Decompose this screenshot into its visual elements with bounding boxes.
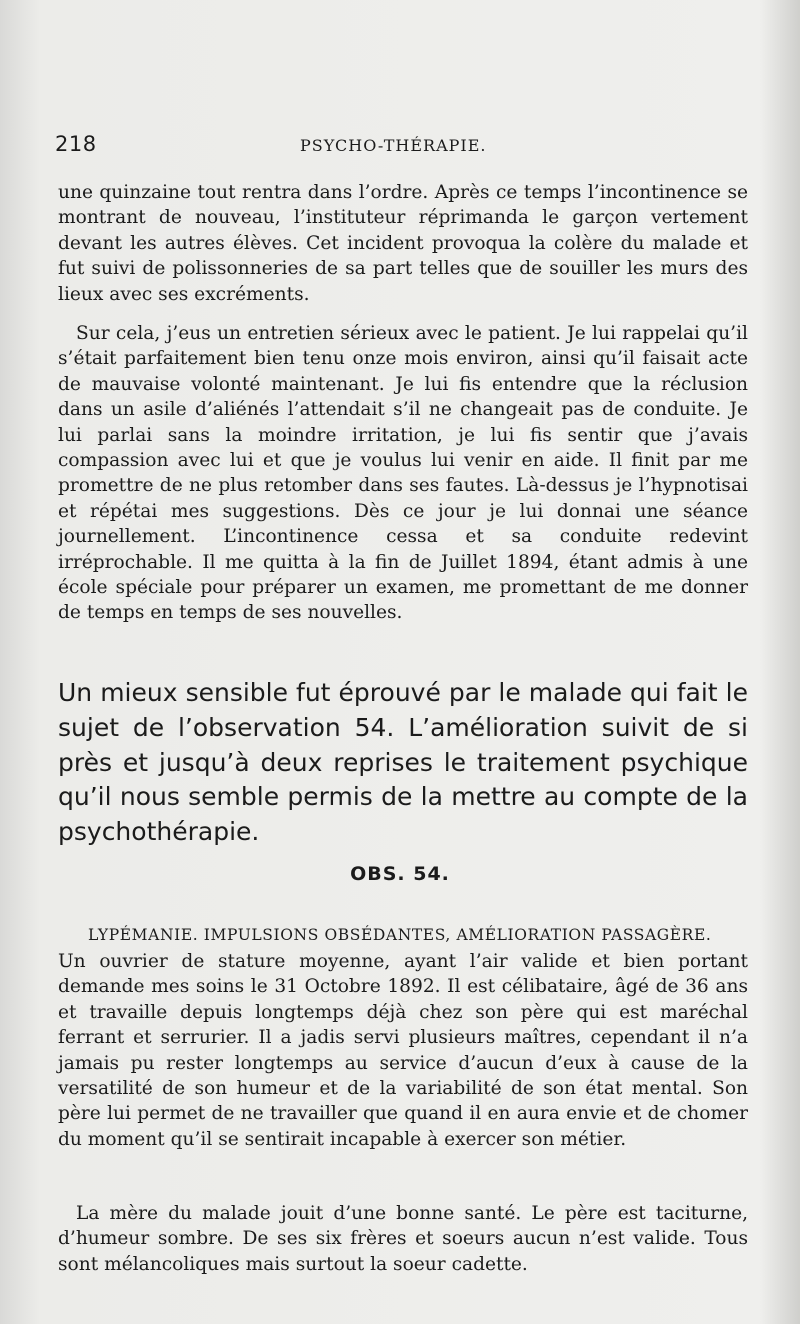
observation-paragraph: La mère du malade jouit d’une bonne santé. Le père est taciturne, d’humeur sombre. De ses six frères et soeurs aucun n’est valide. Tous sont mélancoliques mais surtout la soeur cadette. [58,1203,748,1275]
page-number: 218 [55,132,97,156]
observation-heading: OBS. 54. [350,863,450,885]
observation-title: LYPÉMANIE. IMPULSIONS OBSÉDANTES, AMÉLIORATION PASSAGÈRE. [88,926,712,944]
running-head: PSYCHO-THÉRAPIE. [300,136,487,155]
page-header [55,132,745,160]
body-paragraph: une quinzaine tout rentra dans l’ordre. Après ce temps l’incontinence se montrant de nouveau, l’instituteur réprimanda le garçon vertement devant les autres élèves. Cet incident provoqua la colère du malade et fut suivi de polissonneries de sa part telles que de souiller les murs des lieux avec ses excréments. [58,182,748,305]
observation-paragraph: Un ouvrier de stature moyenne, ayant l’air valide et bien portant demande mes soins le 31 Octobre 1892. Il est célibataire, âgé de 36 ans et travaille depuis longtemps déjà chez son père qui est maréchal ferrant et serrurier. Il a jadis servi plusieurs maîtres, cependant il n’a jamais pu rester longtemps au service d’aucun d’eux à cause de la versatilité de son humeur et de la variabilité de son état mental. Son père lui permet de ne travailler que quand il en aura envie et de chomer du moment qu’il se sentirait incapable à exercer son métier. [58,951,748,1150]
commentary-paragraph: Un mieux sensible fut éprouvé par le malade qui fait le sujet de l’observation 54. L’amélioration suivit de si près et jusqu’à deux reprises le traitement psychique qu’il nous semble permis de la mettre au compte de la psychothérapie. [58,678,748,847]
body-paragraph: Sur cela, j’eus un entretien sérieux avec le patient. Je lui rappelai qu’il s’était parfaitement bien tenu onze mois environ, ainsi qu’il faisait acte de mauvaise volonté maintenant. Je lui fis entendre que la réclusion dans un asile d’aliénés l’attendait s’il ne changeait pas de conduite. Je lui parlai sans la moindre irritation, je lui fis sentir que j’avais compassion avec lui et que je voulus lui venir en aide. Il finit par me promettre de ne plus retomber dans ses fautes. Là-dessus je l’hypnotisai et répétai mes suggestions. Dès ce jour je lui donnai une séance journellement. L’incontinence cessa et sa conduite redevint irréprochable. Il me quitta à la fin de Juillet 1894, étant admis à une école spéciale pour préparer un examen, me promettant de me donner de temps en temps de ses nouvelles. [58,323,748,624]
